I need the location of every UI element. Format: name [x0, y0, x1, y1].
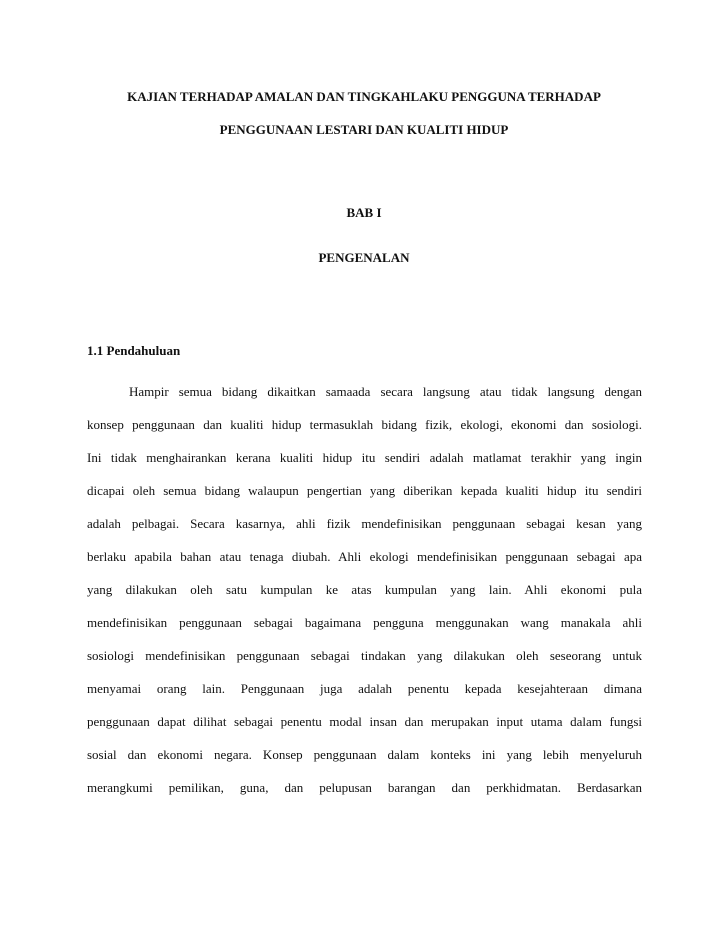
chapter-number: BAB I — [346, 205, 382, 220]
paragraph-line: dicapai oleh semua bidang walaupun pengertian yang diberikan kepada kualiti hidup itu sendiri — [87, 483, 642, 498]
paragraph-line: konsep penggunaan dan kualiti hidup termasuklah bidang fizik, ekologi, ekonomi dan sosiologi. — [87, 417, 643, 432]
document-title-line-1: KAJIAN TERHADAP AMALAN DAN TINGKAHLAKU PENGGUNA TERHADAP — [127, 89, 601, 104]
paragraph-line: yang dilakukan oleh satu kumpulan ke atas kumpulan yang lain. Ahli ekonomi pula — [87, 582, 643, 597]
paragraph-line: sosiologi mendefinisikan penggunaan sebagai tindakan yang dilakukan oleh seseorang untuk — [87, 648, 642, 663]
paragraph-line: penggunaan dapat dilihat sebagai penentu modal insan dan merupakan input utama dalam fungsi — [87, 714, 642, 729]
paragraph-line: merangkumi pemilikan, guna, dan pelupusan barangan dan perkhidmatan. Berdasarkan — [87, 780, 642, 795]
body-paragraph — [87, 375, 642, 804]
paragraph-line: adalah pelbagai. Secara kasarnya, ahli fizik mendefinisikan penggunaan sebagai kesan yang — [87, 516, 643, 531]
document-title-line-2: PENGGUNAAN LESTARI DAN KUALITI HIDUP — [219, 122, 509, 137]
paragraph-line: Ini tidak menghairankan kerana kualiti hidup itu sendiri adalah matlamat terakhir yang ingin — [87, 450, 643, 465]
paragraph-line: menyamai orang lain. Penggunaan juga adalah penentu kepada kesejahteraan dimana — [87, 681, 642, 696]
paragraph-line: sosial dan ekonomi negara. Konsep penggunaan dalam konteks ini yang lebih menyeluruh — [87, 747, 643, 762]
paragraph-line: mendefinisikan penggunaan sebagai bagaimana pengguna menggunakan wang manakala ahli — [87, 615, 642, 630]
paragraph-line: berlaku apabila bahan atau tenaga diubah. Ahli ekologi mendefinisikan penggunaan sebagai apa — [87, 549, 642, 564]
section-heading: 1.1 Pendahuluan — [87, 343, 181, 358]
paragraph-line: Hampir semua bidang dikaitkan samaada secara langsung atau tidak langsung dengan — [129, 384, 642, 399]
chapter-title: PENGENALAN — [318, 250, 410, 265]
